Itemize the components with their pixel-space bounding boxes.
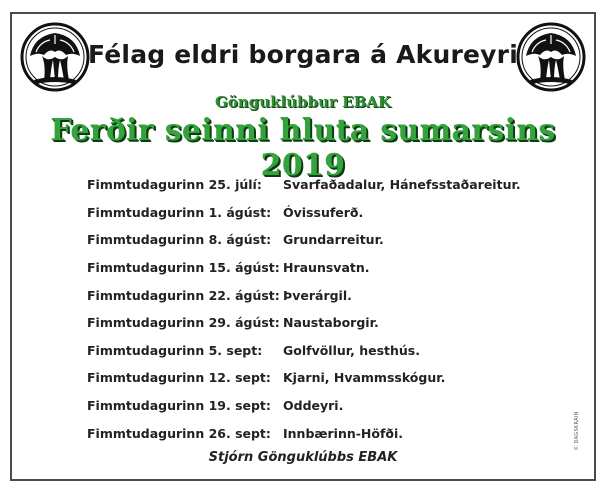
schedule-date: Fimmtudagurinn 22. ágúst:: [87, 287, 280, 303]
schedule-date: Fimmtudagurinn 1. ágúst:: [87, 204, 272, 220]
schedule-list: [87, 171, 521, 447]
schedule-row: [87, 171, 521, 199]
schedule-row: [87, 254, 521, 282]
schedule-row: [87, 337, 521, 365]
schedule-row: [87, 281, 521, 309]
org-title: Félag eldri borgara á Akureyri: [88, 40, 518, 69]
schedule-row: [87, 392, 521, 420]
schedule-date: Fimmtudagurinn 19. sept:: [87, 398, 271, 414]
schedule-date: Fimmtudagurinn 15. ágúst:: [87, 260, 280, 276]
schedule-place: Naustaborgir.: [283, 315, 379, 331]
schedule-place: Svarfaðadalur, Hánefsstaðareitur.: [283, 177, 521, 193]
schedule-place: Þverárgil.: [283, 287, 352, 303]
schedule-row: [87, 419, 521, 447]
schedule-row: [87, 226, 521, 254]
schedule-date: Fimmtudagurinn 26. sept:: [87, 425, 271, 441]
credit-label: [572, 406, 582, 456]
schedule-place: Kjarni, Hvammsskógur.: [283, 370, 446, 386]
credit-text: © DAGSKRÁIN: [574, 411, 580, 451]
ad-frame: [10, 12, 596, 481]
schedule-row: [87, 199, 521, 227]
schedule-place: Óvissuferð.: [283, 204, 364, 220]
schedule-place: Oddeyri.: [283, 398, 344, 414]
schedule-date: Fimmtudagurinn 8. ágúst:: [87, 232, 272, 248]
schedule-date: Fimmtudagurinn 29. ágúst:: [87, 315, 280, 331]
schedule-date: Fimmtudagurinn 25. júlí:: [87, 177, 262, 193]
schedule-place: Hraunsvatn.: [283, 260, 370, 276]
headline: Ferðir seinni hluta sumarsins 2019: [50, 113, 556, 183]
schedule-place: Golfvöllur, hesthús.: [283, 342, 420, 358]
schedule-row: [87, 364, 521, 392]
schedule-row: [87, 309, 521, 337]
club-name: Gönguklúbbur EBAK: [215, 93, 391, 111]
signature: Stjórn Gönguklúbbs EBAK: [208, 450, 398, 465]
schedule-date: Fimmtudagurinn 5. sept:: [87, 342, 263, 358]
schedule-place: Innbærinn-Höfði.: [283, 425, 404, 441]
schedule-date: Fimmtudagurinn 12. sept:: [87, 370, 271, 386]
schedule-place: Grundarreitur.: [283, 232, 384, 248]
